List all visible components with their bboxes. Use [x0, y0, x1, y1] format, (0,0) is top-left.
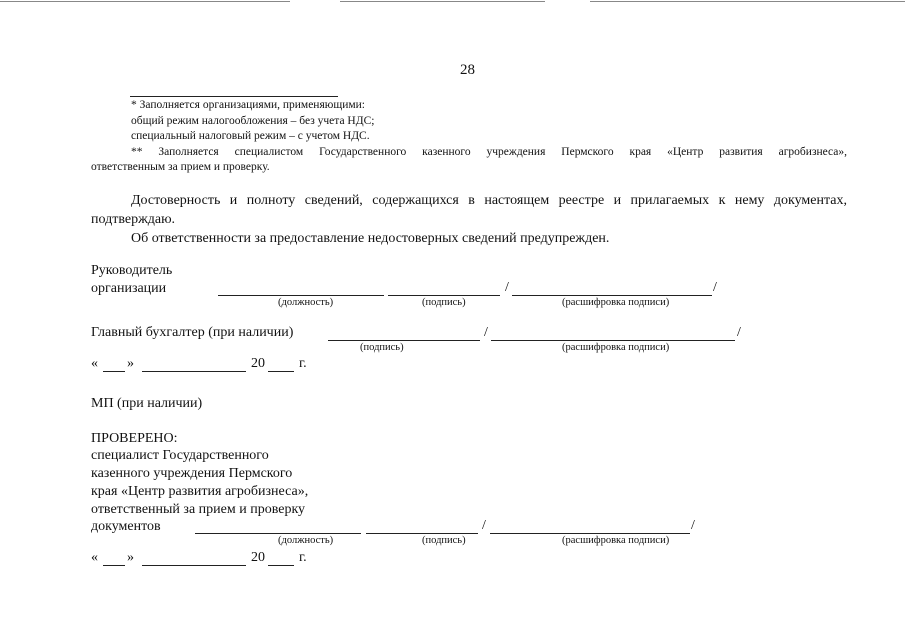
verified-caption-decoding: (расшифровка подписи)	[562, 535, 670, 546]
verified-position-line[interactable]	[195, 533, 361, 534]
head-position-line[interactable]	[218, 295, 384, 296]
verified-line-2: казенного учреждения Пермского	[91, 466, 293, 481]
date-open-quote: «	[91, 356, 98, 371]
verified-date-year-line[interactable]	[268, 565, 294, 566]
verified-date-year-suffix: г.	[299, 550, 307, 565]
accountant-label: Главный бухгалтер (при наличии)	[91, 325, 294, 340]
head-decoding-line[interactable]	[512, 295, 712, 296]
verified-slash-left: /	[482, 518, 486, 533]
verified-heading: ПРОВЕРЕНО:	[91, 431, 178, 446]
accountant-slash-left: /	[484, 325, 488, 340]
verified-line-3: края «Центр развития агробизнеса»,	[91, 484, 309, 499]
verified-caption-position: (должность)	[278, 535, 334, 546]
statement-line-1: Достоверность и полноту сведений, содержащихся в настоящем реестре и прилагаемых к нему документах,	[131, 193, 847, 208]
scan-edge-line-right	[590, 1, 905, 2]
head-slash-left: /	[505, 280, 509, 295]
accountant-caption-signature: (подпись)	[360, 342, 404, 353]
date-year-line[interactable]	[268, 371, 294, 372]
stamp-label: МП (при наличии)	[91, 396, 203, 411]
verified-caption-signature: (подпись)	[422, 535, 466, 546]
scan-edge-line-middle	[340, 1, 545, 2]
head-label-line-1: Руководитель	[91, 263, 173, 278]
accountant-signature-line[interactable]	[328, 340, 480, 341]
accountant-slash-right: /	[737, 325, 741, 340]
verified-date-day-line[interactable]	[103, 565, 125, 566]
footnote-line-4: ** Заполняется специалистом Государственного казенного учреждения Пермского края «Центр развития агробизнеса»,	[131, 146, 847, 158]
verified-date-month-line[interactable]	[142, 565, 246, 566]
head-slash-right: /	[713, 280, 717, 295]
verified-signature-line[interactable]	[366, 533, 478, 534]
verified-date-year-prefix: 20	[251, 550, 265, 565]
head-label-line-2: организации	[91, 281, 167, 296]
verified-decoding-line[interactable]	[490, 533, 690, 534]
verified-date-close-quote: »	[127, 550, 134, 565]
footnote-rule	[130, 96, 338, 97]
head-caption-decoding: (расшифровка подписи)	[562, 297, 670, 308]
date-year-suffix: г.	[299, 356, 307, 371]
head-caption-signature: (подпись)	[422, 297, 466, 308]
verified-line-5: документов	[91, 519, 161, 534]
statement-line-2: подтверждаю.	[91, 212, 176, 227]
head-signature-line[interactable]	[388, 295, 500, 296]
footnote-line-3: специальный налоговый режим – с учетом НДС.	[131, 130, 370, 142]
verified-slash-right: /	[691, 518, 695, 533]
verified-line-4: ответственный за прием и проверку	[91, 502, 306, 517]
footnote-line-2: общий режим налогообложения – без учета НДС;	[131, 115, 375, 127]
date-year-prefix: 20	[251, 356, 265, 371]
verified-date-open-quote: «	[91, 550, 98, 565]
date-day-line[interactable]	[103, 371, 125, 372]
scan-edge-line-left	[0, 1, 290, 2]
date-close-quote: »	[127, 356, 134, 371]
page-number: 28	[460, 62, 475, 78]
verified-line-1: специалист Государственного	[91, 448, 269, 463]
footnote-line-1: * Заполняется организациями, применяющими:	[131, 99, 365, 111]
date-month-line[interactable]	[142, 371, 246, 372]
accountant-decoding-line[interactable]	[491, 340, 735, 341]
accountant-caption-decoding: (расшифровка подписи)	[562, 342, 670, 353]
statement-line-3: Об ответственности за предоставление недостоверных сведений предупрежден.	[131, 231, 610, 246]
footnote-line-5: ответственным за прием и проверку.	[91, 161, 270, 173]
head-caption-position: (должность)	[278, 297, 334, 308]
